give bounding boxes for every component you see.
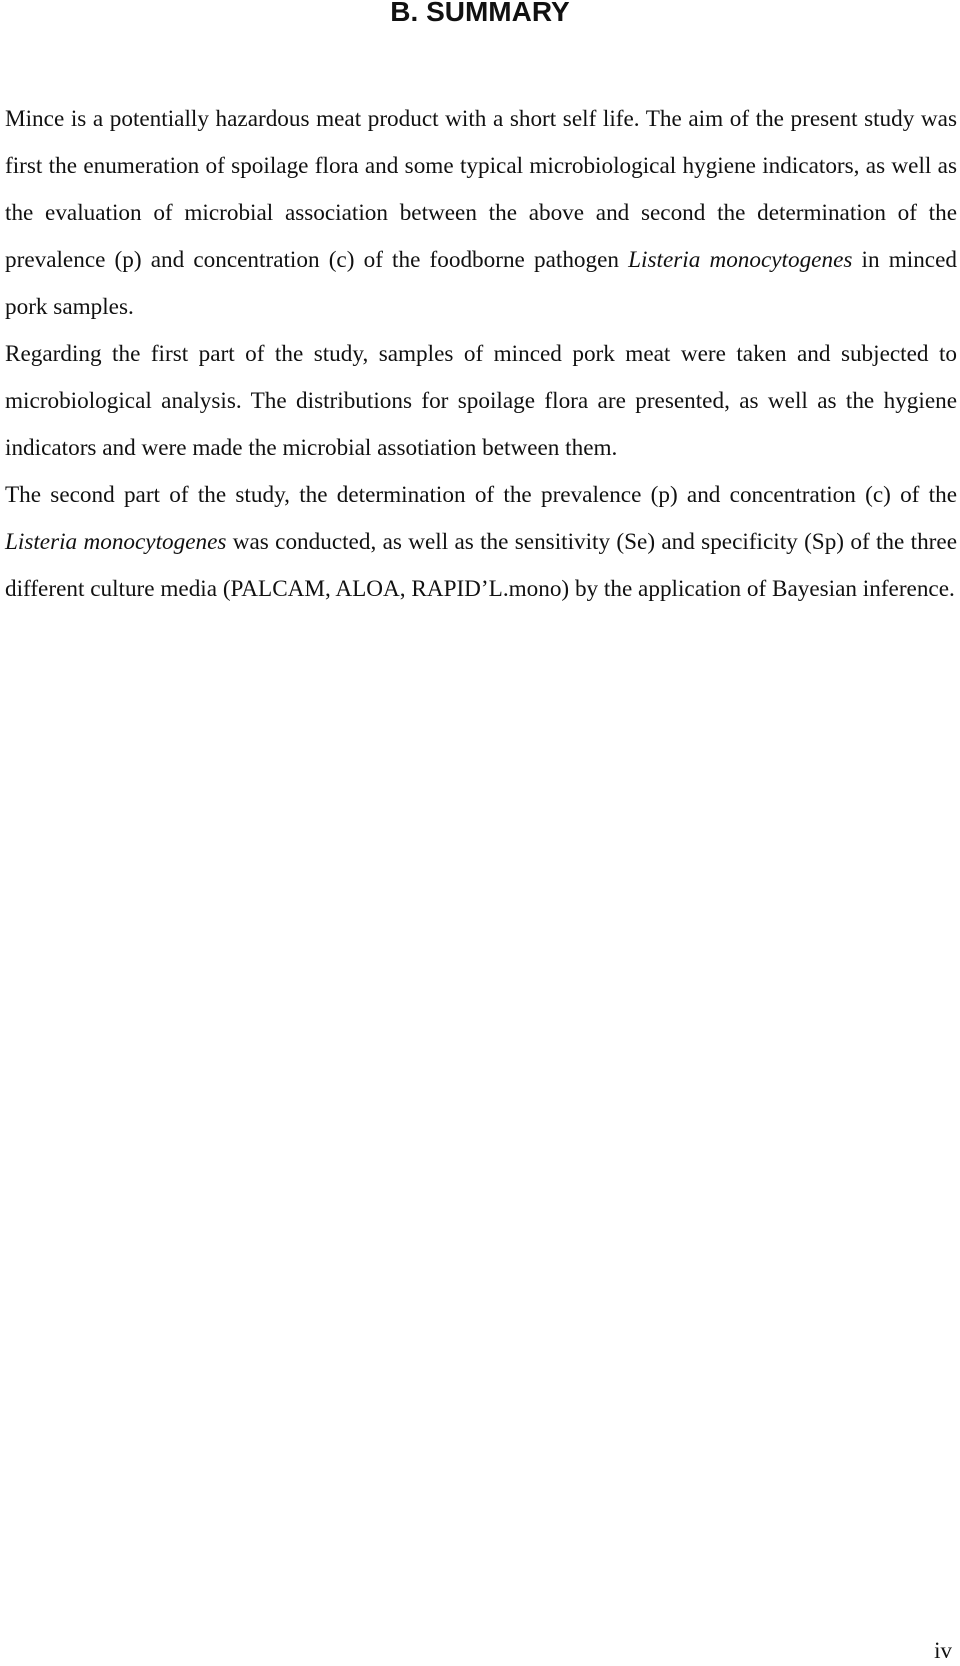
species-name: Listeria monocytogenes xyxy=(628,247,853,273)
summary-body xyxy=(5,96,957,613)
page-heading: B. SUMMARY xyxy=(390,0,570,27)
paragraph-3 xyxy=(5,472,957,613)
text-segment: in minced pork samples. xyxy=(5,247,957,320)
paragraph-2 xyxy=(5,331,957,472)
species-name: Listeria monocytogenes xyxy=(5,529,227,555)
text-segment: The second part of the study, the determination of the prevalence (p) and concentration (c) of the xyxy=(5,482,957,508)
text-segment: Mince is a potentially hazardous meat product with a short self life. The aim of the present study was first the enumeration of spoilage flora and some typical microbiological hygiene indicators, as well as the evaluation of microbial association between the above and second the determination of the prevalence (p) and concentration (c) of the foodborne pathogen xyxy=(5,106,957,273)
text-segment: Regarding the first part of the study, samples of minced pork meat were taken and subjected to microbiological analysis. The distributions for spoilage flora are presented, as well as the hygiene indicators and were made the microbial assotiation between them. xyxy=(5,341,957,461)
text-segment: was conducted, as well as the sensitivity (Se) and specificity (Sp) of the three different culture media (PALCAM, ALOA, RAPID’L.mono) by the application of Bayesian inference. xyxy=(5,529,957,602)
paragraph-1 xyxy=(5,96,957,331)
page-number: iv xyxy=(934,1638,952,1663)
